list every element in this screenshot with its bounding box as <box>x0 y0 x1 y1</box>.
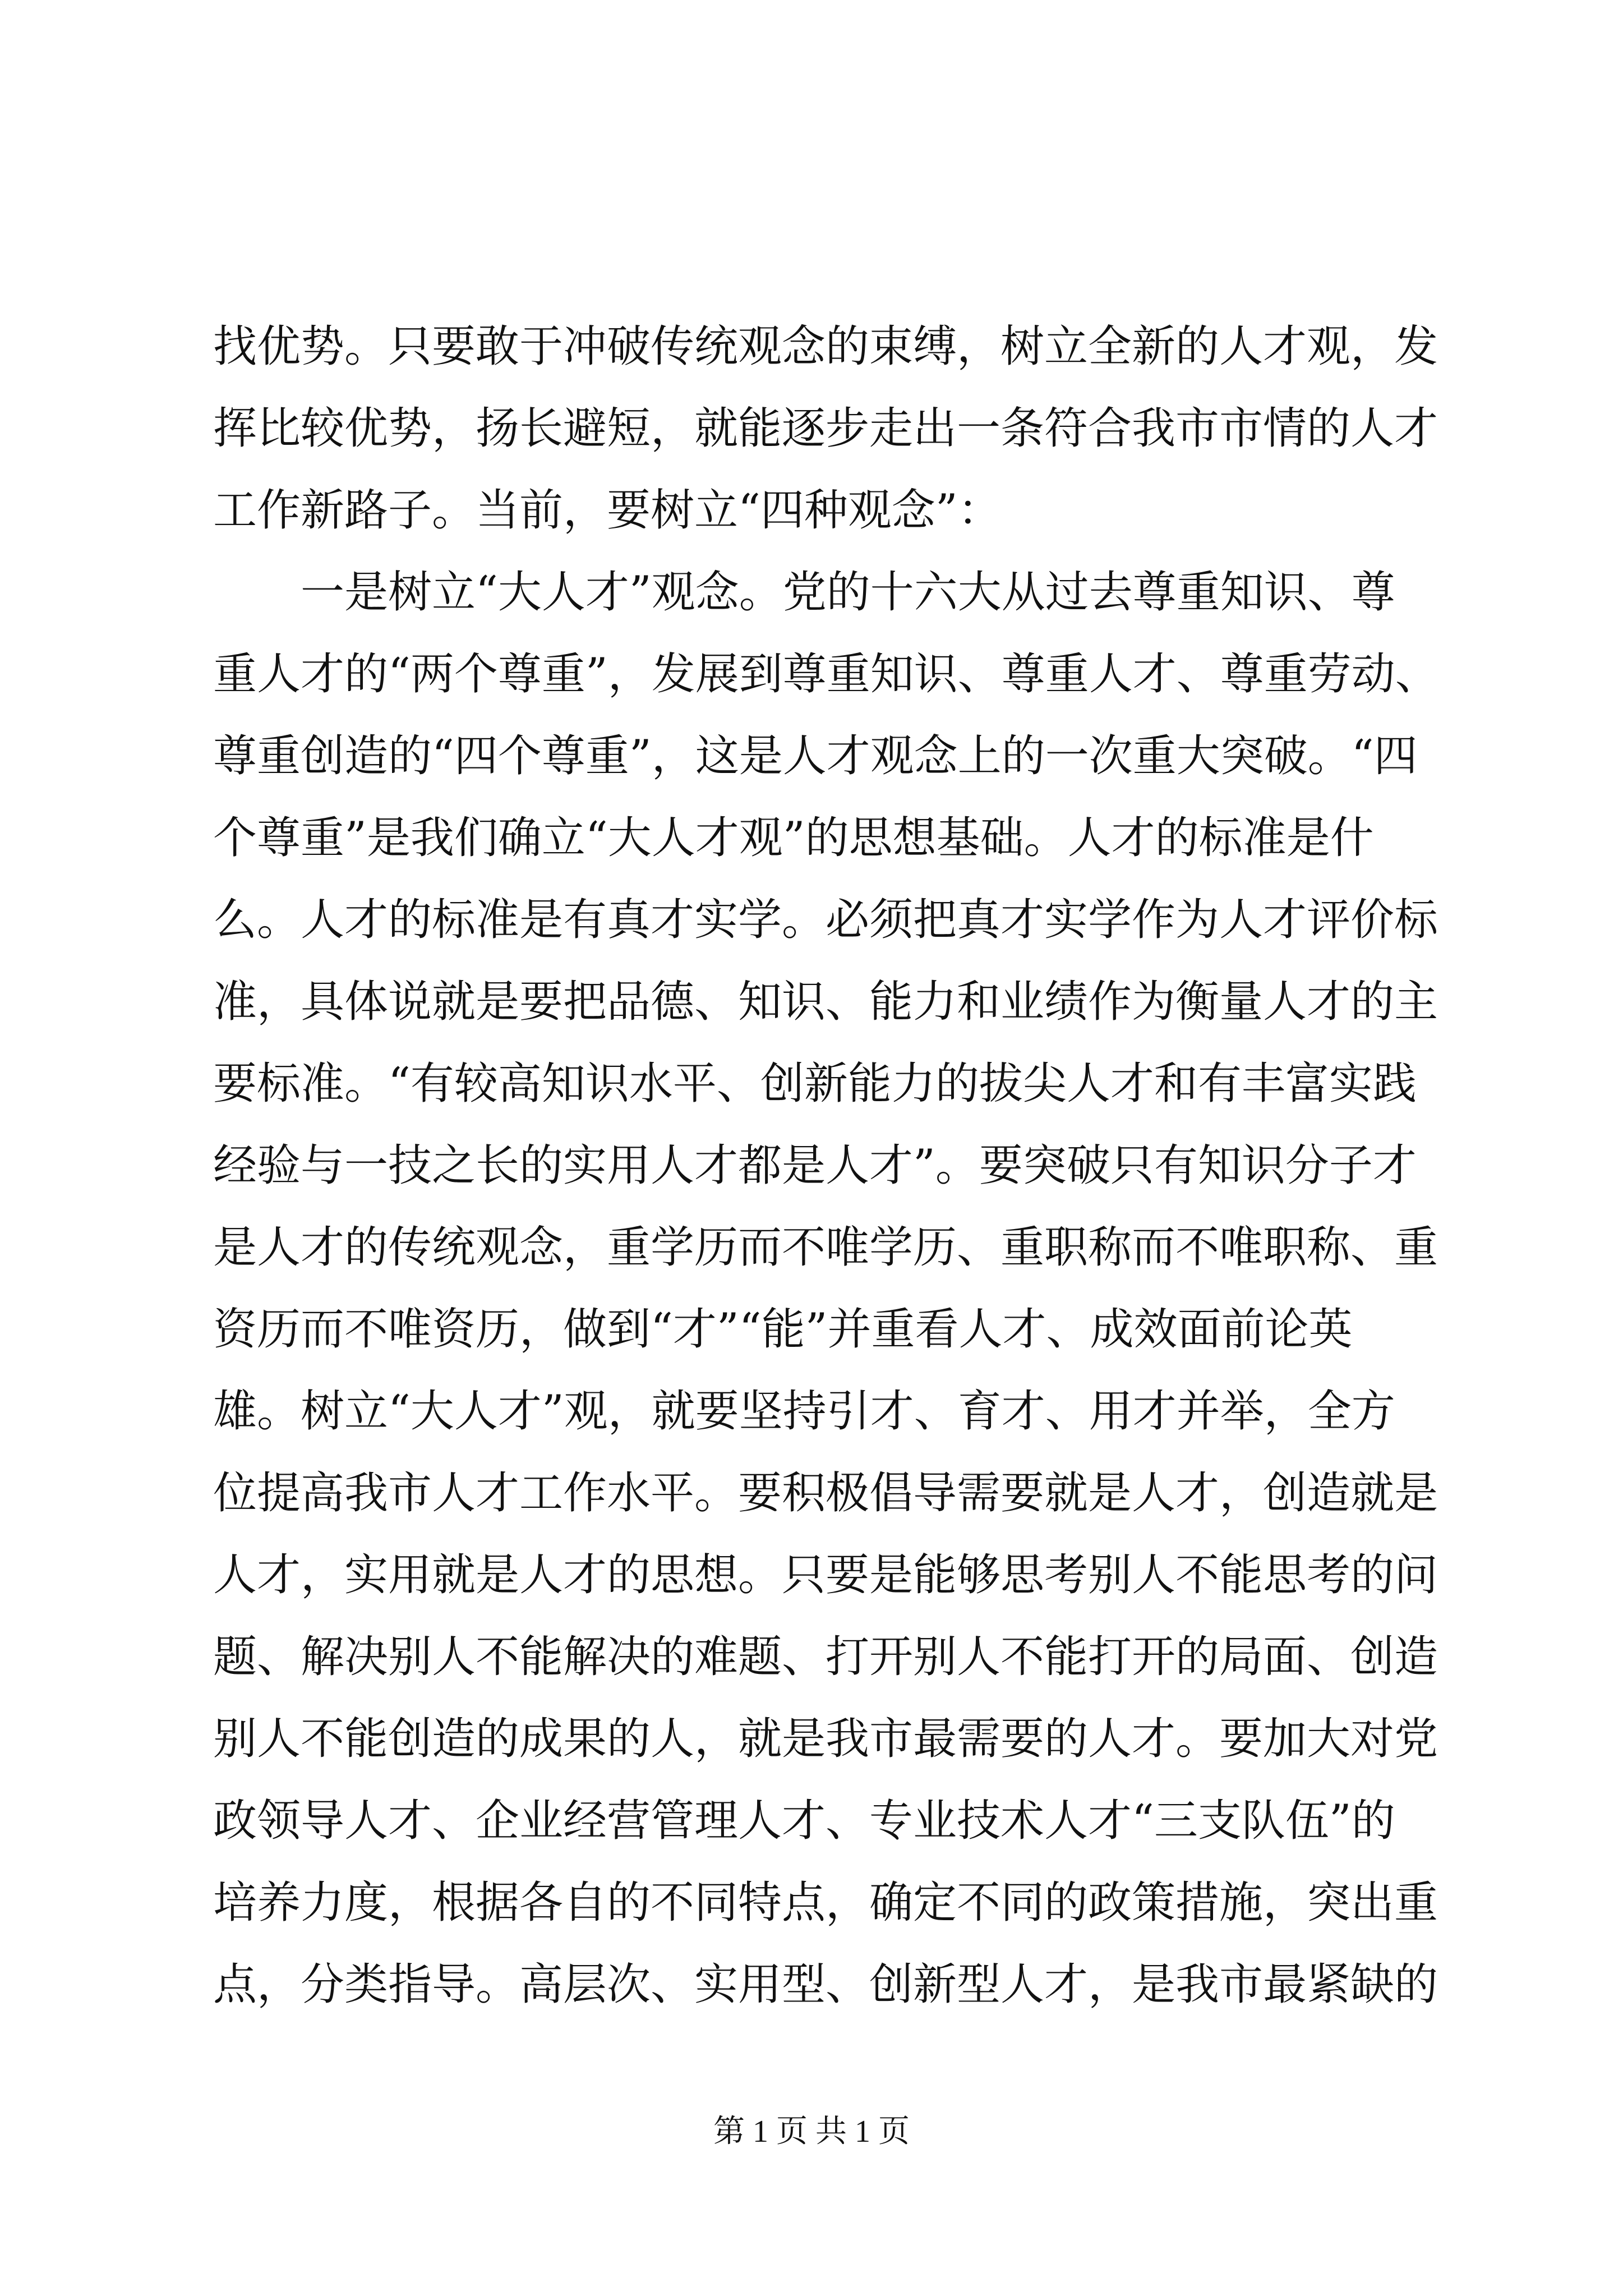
text-line: 工作新路子。当前，要树立“四种观念”： <box>213 485 1002 536</box>
text-line: 题、解决别人不能解决的难题、打开别人不能打开的局面、创造 <box>213 1632 1438 1682</box>
body-text <box>213 306 1439 2026</box>
text-line: 找优势。只要敢于冲破传统观念的束缚，树立全新的人才观，发 <box>213 321 1438 372</box>
text-line: 一是树立“大人才”观念。党的十六大从过去尊重知识、尊 <box>213 567 1395 618</box>
text-line: 雄。树立“大人才”观，就要坚持引才、育才、用才并举，全方 <box>213 1386 1395 1437</box>
text-line: 要标准。“有较高知识水平、创新能力的拔尖人才和有丰富实践 <box>213 1059 1417 1109</box>
text-line: 经验与一技之长的实用人才都是人才”。要突破只有知识分子才 <box>213 1140 1417 1191</box>
page-number-footer: 第 1 页 共 1 页 <box>713 2114 910 2149</box>
text-line: 重人才的“两个尊重”，发展到尊重知识、尊重人才、尊重劳动、 <box>213 649 1439 700</box>
text-line: 么。人才的标准是有真才实学。必须把真才实学作为人才评价标 <box>213 895 1438 945</box>
text-line: 位提高我市人才工作水平。要积极倡导需要就是人才，创造就是 <box>213 1468 1438 1519</box>
text-line: 别人不能创造的成果的人，就是我市最需要的人才。要加大对党 <box>213 1714 1438 1764</box>
text-line: 人才，实用就是人才的思想。只要是能够思考别人不能思考的问 <box>213 1550 1438 1600</box>
text-line: 个尊重”是我们确立“大人才观”的思想基础。人才的标准是什 <box>213 813 1374 863</box>
text-line: 政领导人才、企业经营管理人才、专业技术人才“三支队伍”的 <box>213 1796 1395 1846</box>
text-line: 培养力度，根据各自的不同特点，确定不同的政策措施，突出重 <box>213 1878 1438 1928</box>
text-line: 尊重创造的“四个尊重”，这是人才观念上的一次重大突破。“四 <box>213 731 1418 781</box>
text-line: 挥比较优势，扬长避短，就能逐步走出一条符合我市市情的人才 <box>213 403 1438 454</box>
text-line: 是人才的传统观念，重学历而不唯学历、重职称而不唯职称、重 <box>213 1222 1438 1273</box>
text-line: 准，具体说就是要把品德、知识、能力和业绩作为衡量人才的主 <box>213 977 1438 1027</box>
text-line: 资历而不唯资历，做到“才”“能”并重看人才、成效面前论英 <box>213 1304 1353 1355</box>
text-line: 点，分类指导。高层次、实用型、创新型人才，是我市最紧缺的 <box>213 1959 1438 2010</box>
